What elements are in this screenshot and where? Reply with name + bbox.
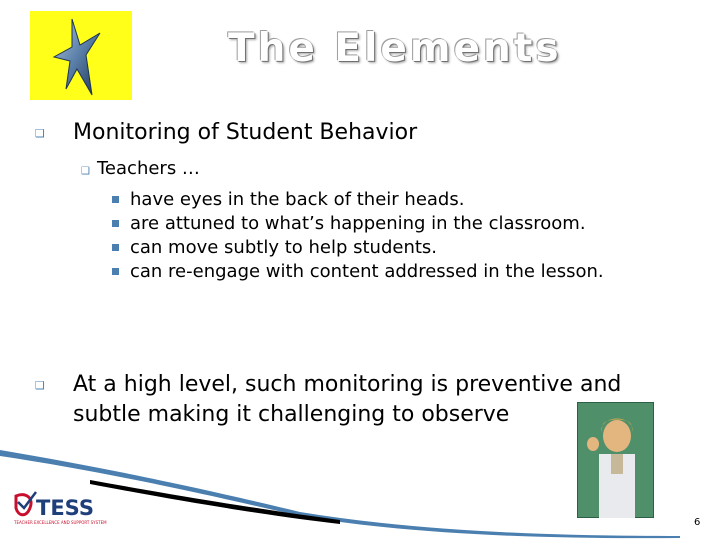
tess-logo-tagline: TEACHER EXCELLENCE AND SUPPORT SYSTEM bbox=[14, 520, 107, 525]
square-bullet-icon bbox=[112, 196, 119, 203]
bullet-icon: ❑ bbox=[35, 127, 45, 140]
list-item-text: are attuned to what’s happening in the classroom. bbox=[130, 213, 586, 234]
bullet-monitoring bbox=[35, 119, 673, 146]
bullet-icon: ❑ bbox=[35, 379, 45, 392]
list-item-text: have eyes in the back of their heads. bbox=[130, 189, 465, 210]
tess-logo-text: TESS bbox=[36, 496, 94, 520]
teacher-behaviors-list bbox=[130, 188, 670, 284]
bullet-text: At a high level, such monitoring is preventive and subtle making it challenging to observe bbox=[73, 372, 622, 427]
sub-bullet-teachers bbox=[81, 158, 200, 180]
square-bullet-icon bbox=[112, 268, 119, 275]
slide-title: The Elements bbox=[228, 26, 562, 71]
star-icon bbox=[30, 11, 132, 100]
square-bullet-icon bbox=[112, 220, 119, 227]
page-number: 6 bbox=[694, 517, 701, 528]
sub-bullet-text: Teachers … bbox=[97, 158, 200, 179]
list-item-text: can re-engage with content addressed in the lesson. bbox=[130, 261, 604, 282]
list-item bbox=[130, 236, 670, 260]
list-item-text: can move subtly to help students. bbox=[130, 237, 438, 258]
list-item bbox=[130, 260, 670, 284]
list-item bbox=[130, 212, 670, 236]
list-item bbox=[130, 188, 670, 212]
tess-logo bbox=[12, 490, 115, 528]
star-logo bbox=[30, 11, 132, 100]
bullet-text: Monitoring of Student Behavior bbox=[73, 120, 418, 145]
teacher-photo bbox=[577, 402, 654, 518]
square-bullet-icon bbox=[112, 244, 119, 251]
bullet-icon: ❑ bbox=[81, 166, 90, 177]
